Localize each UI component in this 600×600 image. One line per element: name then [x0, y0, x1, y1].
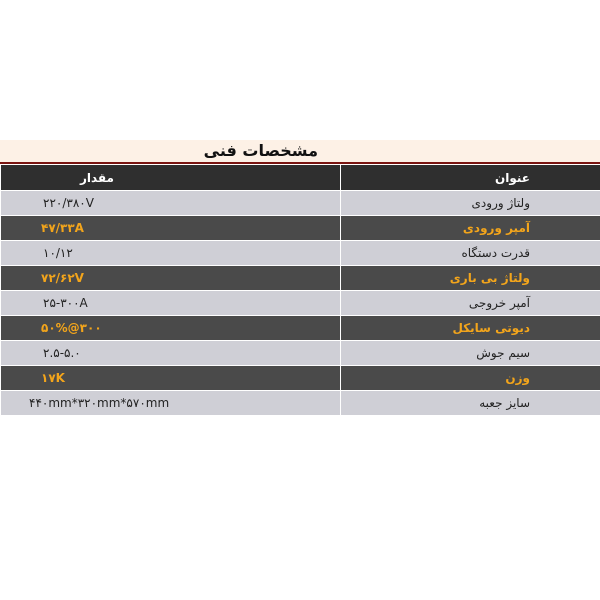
table-row: [1, 341, 600, 366]
spec-label: سیم جوش: [341, 341, 600, 366]
spec-value: ۱۷K: [1, 366, 341, 391]
spec-sheet: [0, 140, 600, 416]
spec-label: آمپر خروجی: [341, 291, 600, 316]
spec-value: ۵۰%@۳۰۰: [1, 316, 341, 341]
spec-label: ولتاژ ورودی: [341, 191, 600, 216]
spec-label: سایز جعبه: [341, 391, 600, 416]
spec-value: ۲۲۰/۳۸۰V: [1, 191, 341, 216]
value-column-header: مقدار: [1, 165, 341, 191]
spec-label: دیوتی سایکل: [341, 316, 600, 341]
spec-value: ۴۴۰mm*۳۲۰mm*۵۷۰mm: [1, 391, 341, 416]
spec-value: ۲.۵-۵.۰: [1, 341, 341, 366]
spec-label: قدرت دستگاه: [341, 241, 600, 266]
page-title: مشخصات فنی: [203, 141, 318, 160]
spec-value: ۲۵-۳۰۰A: [1, 291, 341, 316]
label-column-header: عنوان: [341, 165, 600, 191]
spec-value: ۷۲/۶۲V: [1, 266, 341, 291]
table-row: [1, 291, 600, 316]
table-row: [1, 216, 600, 241]
table-header-row: [1, 165, 600, 191]
table-row: [1, 241, 600, 266]
spec-value: ۴۷/۳۳A: [1, 216, 341, 241]
table-row: [1, 366, 600, 391]
spec-label: ولتاژ بی باری: [341, 266, 600, 291]
spec-value: ۱۰/۱۲: [1, 241, 341, 266]
spec-label: وزن: [341, 366, 600, 391]
table-row: [1, 266, 600, 291]
table-row: [1, 316, 600, 341]
title-bar: [0, 140, 600, 164]
spec-table: [0, 164, 600, 416]
spec-label: آمپر ورودی: [341, 216, 600, 241]
table-row: [1, 191, 600, 216]
table-row: [1, 391, 600, 416]
